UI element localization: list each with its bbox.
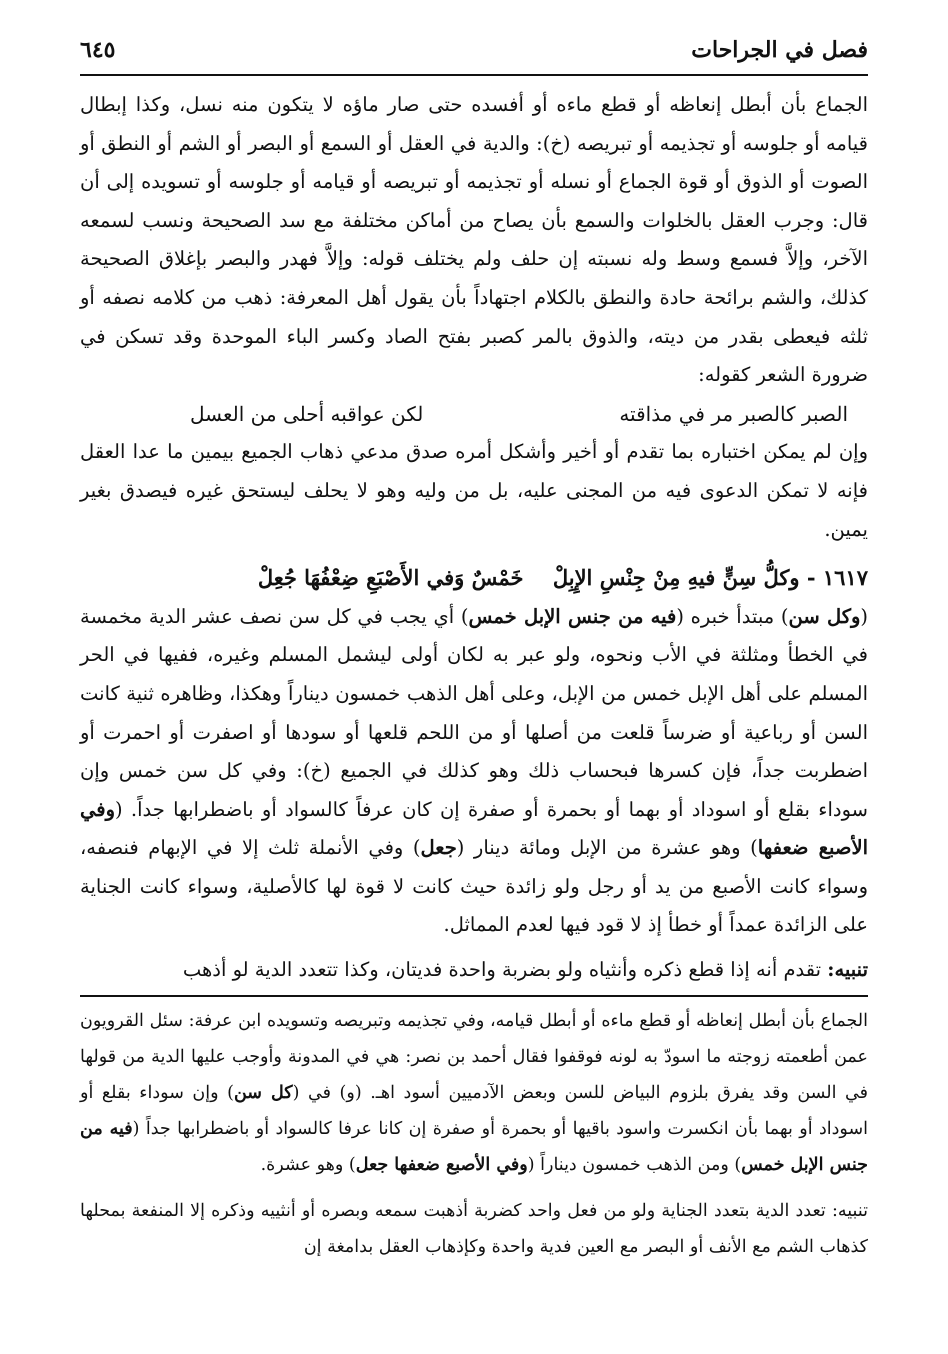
footnote-text: الجماع بأن أبطل إنعاظه أو قطع ماءه أو أبطل قيامه، وفي تجذيمه وتبريصه وتسويده ابن عرفة: سئل القرويون عمن أطعمته زوجته ما اسودّ به لونه فوقفوا فقال أحمد بن نصر: هي في المدونة وأوجب عليها الدية من قولها في السن وقد يفرق بلزوم البياض للسن وبعض الآدميين أسود اهـ. (و) في ( (80, 1011, 868, 1103)
running-title: فصل في الجراحات (691, 37, 868, 63)
footnotes (80, 1003, 868, 1265)
quoted-term: وفي الأصبع ضعفها (80, 797, 869, 860)
verse-hemistich-1: وكلُّ سِنٍّ فيهِ مِنْ جِنْسِ الإِبِلْ (552, 565, 800, 591)
quoted-term: فيه من جنس الإبل خمس (80, 1119, 868, 1175)
quoted-term: وفي الأصبع ضعفها جعل (355, 1155, 528, 1175)
commentary-text: ) وفي الأنملة ثلث إلا في الإبهام فنصفه، وسواء كانت الأصبع من يد أو رجل ولو زائدة حيث كانت لا قوة لها كالأصلية، وسواء كانت الجناية على الزائدة عمداً أو خطأ إذ لا قود فيها لعدم المماثل. (80, 836, 868, 937)
footnote-text: ) ومن الذهب خمسون ديناراً ( (527, 1155, 742, 1175)
footnote-divider (80, 995, 868, 997)
footnote-text: ) وهو عشرة. (260, 1155, 356, 1175)
quoted-term: فيه من جنس الإبل خمس (468, 604, 677, 628)
page-number: ٦٤٥ (80, 37, 116, 63)
tanbih-text: تقدم أنه إذا قطع ذكره وأنثياه ولو بضربة واحدة فديتان، وكذا تتعدد الدية لو أذهب (182, 958, 822, 982)
verse-hemistich-2: خَمْسٌ وَفي الأَصْبَعِ ضِعْفُهَا جُعِلْ (257, 565, 524, 591)
poem-line (80, 395, 868, 434)
footnote-tanbih (80, 1193, 868, 1265)
commentary-text: ) وهو عشرة من الإبل ومائة دينار ( (456, 836, 758, 860)
paren-open: ( (860, 604, 869, 628)
quoted-term: كل سن (233, 1083, 293, 1103)
page-header (80, 30, 868, 70)
commentary-paragraph (80, 598, 868, 945)
paragraph: الجماع بأن أبطل إنعاظه أو قطع ماءه أو أفسده حتى صار ماؤه لا يتكون منه نسل، وكذا إبطال قيامه أو جلوسه أو تجذيمه أو تبريصه (خ): والدية في العقل أو السمع أو البصر أو الشم أو النطق أو الصوت أو الذوق أو قوة الجماع أو نسله أو تجذيمه أو تبريصه أو قيامه أو جلوسه أو تسويده إلى أن قال: وجرب العقل بالخلوات والسمع بأن يصاح من أماكن مختلفة مع سد الصحيحة ونسب لسمعه الآخر، وإلاَّ فسمع وسط وله نسبته إن حلف ولم يختلف قوله: وإلاَّ فهدر والبصر بإغلاق الصحيحة كذلك، والشم برائحة حادة والنطق بالكلام اجتهاداً بأن يقول أهل المعرفة: ذهب من كلامه نصفه أو ثلثه فيعطى بقدر من ديته، والذوق بالمر كصبر بفتح الصاد وكسر الباء الموحدة وقد تسكن في ضرورة الشعر كقوله: (80, 93, 868, 387)
header-rule (80, 74, 868, 76)
verse-number: ١٦١٧ - (806, 565, 868, 591)
paragraph: وإن لم يمكن اختباره بما تقدم أو أخير وأشكل أمره صدق مدعي ذهاب الجميع بيمين ما عدا العقل فإنه لا تمكن الدعوى فيه من المجنى عليه، بل من وليه وهو لا يحلف ليستحق غيره فيصدق بغير يمين. (80, 440, 868, 541)
tanbih-paragraph (80, 951, 868, 990)
quoted-term: جعل (420, 836, 457, 860)
poem-hemistich-2: لكن عواقبه أحلى من العسل (190, 401, 424, 426)
footnote-text: تعدد الدية بتعدد الجناية ولو من فعل واحد كضربة أذهبت سمعه وبصره أو أنثييه وذكره إلا المنفعة بمحلها كذهاب الشم مع الأنف أو البصر مع العين فدية واحدة وكإذهاب العقل بدامغة إن (80, 1201, 868, 1257)
main-text (80, 86, 868, 990)
verse-line (80, 559, 868, 598)
footnote-text: ) وإن سوداء بقلع أو اسوداد أو بهما بأن انكسرت واسود باقيها أو بحمرة أو صفرة إن كانا عرفا كالسواد أو باضطرابها جداً ( (80, 1083, 868, 1139)
footnote-paragraph (80, 1003, 868, 1183)
poem-hemistich-1: الصبر كالصبر مر في مذاقته (619, 401, 848, 426)
quoted-term: وكل سن (788, 604, 861, 628)
commentary-text: ) مبتدأ خبره ( (676, 604, 789, 628)
tanbih-label: تنبيه: (832, 1201, 868, 1221)
tanbih-label: تنبيه: (827, 958, 868, 982)
commentary-text: ) أي يجب في كل سن نصف عشر الدية مخمسة في الخطأ ومثلثة في الأب ونحوه، ولو عبر به لكان أولى ليشمل المسلم وغيره، ففيها في الحر المسلم على أهل الإبل خمس من الإبل، وعلى أهل الذهب خمسون ديناراً وهكذا، وظاهره ثنية كانت السن أو رباعية أو ضرساً قلعت من أصلها أو من اللحم قلعها أو سودها أو اصفرت أو احمرت أو اضطربت جداً، فإن كسرها فبحساب ذلك وهو كذلك في الجميع (خ): وفي كل سن خمس وإن سوداء بقلع أو اسوداد أو بهما أو بحمرة أو صفرة إن كان عرفاً كالسواد أو باضطرابها جداً. ( (80, 604, 868, 821)
